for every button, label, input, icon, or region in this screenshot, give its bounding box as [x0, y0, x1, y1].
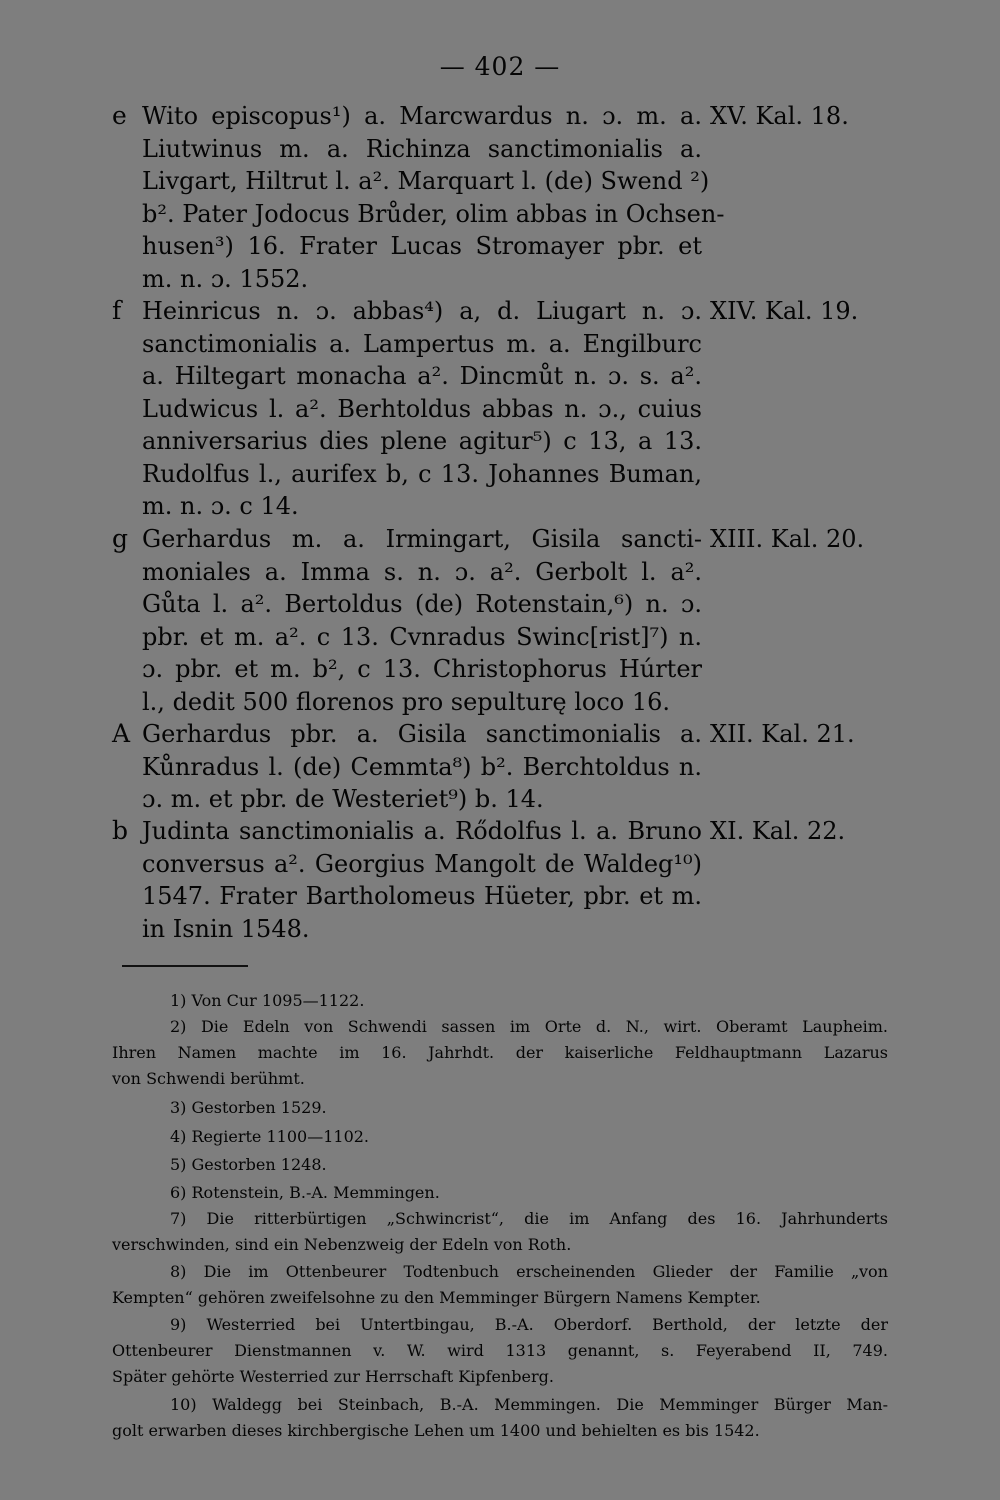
entry-line: sanctimonialis a. Lampertus m. a. Engilburc	[142, 329, 702, 358]
entry-letter: e	[112, 101, 127, 130]
entry-line: m. n. ɔ. c 14.	[142, 492, 299, 520]
footnote: 4) Regierte 1100—1102.	[170, 1127, 370, 1146]
footnote-continuation: verschwinden, sind ein Nebenzweig der Edeln von Roth.	[112, 1235, 572, 1254]
entry-line: ɔ. pbr. et m. b², c 13. Christophorus Húrter	[142, 655, 702, 683]
footnote: 6) Rotenstein, B.-A. Memmingen.	[170, 1183, 440, 1202]
entry-line: ɔ. m. et pbr. de Westeriet⁹) b. 14.	[142, 785, 544, 813]
entry-line: Livgart, Hiltrut l. a². Marquart l. (de) Swend ²)	[142, 167, 710, 195]
entry-line: Heinricus n. ɔ. abbas⁴) a, d. Liugart n. ɔ.	[142, 297, 702, 325]
entry-line: Wito episcopus¹) a. Marcwardus n. ɔ. m. a.	[142, 102, 702, 130]
entry-line: anniversarius dies plene agitur⁵) c 13, a 13.	[142, 427, 702, 455]
entry-line: Gerhardus pbr. a. Gisila sanctimonialis a.	[142, 720, 702, 748]
entry-line: Gerhardus m. a. Irmingart, Gisila sancti-	[142, 525, 702, 553]
entry-kalend: XIV. Kal. 19.	[710, 297, 859, 325]
entry-line: 1547. Frater Bartholomeus Hüeter, pbr. et m.	[142, 882, 702, 910]
footnote: 2) Die Edeln von Schwendi sassen im Orte d. N., wirt. Oberamt Laupheim.	[170, 1017, 888, 1036]
footnote-continuation: Kempten“ gehören zweifelsohne zu den Memminger Bürgern Namens Kempter.	[112, 1288, 761, 1307]
footnote-continuation: golt erwarben dieses kirchbergische Lehen um 1400 und behielten es bis 1542.	[112, 1421, 760, 1440]
page-number: — 402 —	[439, 52, 561, 81]
entry-line: Kůnradus l. (de) Cemmta⁸) b². Berchtoldus n.	[142, 752, 702, 781]
entry-line: b². Pater Jodocus Brůder, olim abbas in Ochsen-	[142, 199, 725, 228]
footnote: 5) Gestorben 1248.	[170, 1155, 327, 1174]
entry-kalend: XII. Kal. 21.	[710, 720, 855, 748]
entry-line: l., dedit 500 florenos pro sepulturę loco 16.	[142, 687, 671, 716]
entry-kalend: XI. Kal. 22.	[710, 817, 846, 845]
entry-line: Liutwinus m. a. Richinza sanctimonialis a.	[142, 134, 702, 163]
entry-line: in Isnin 1548.	[142, 914, 310, 943]
entry-line: Rudolfus l., aurifex b, c 13. Johannes Buman,	[142, 459, 702, 488]
entry-line: husen³) 16. Frater Lucas Stromayer pbr. et	[142, 232, 702, 260]
entry-letter: A	[112, 719, 131, 748]
entry-line: Gůta l. a². Bertoldus (de) Rotenstain,⁶) n. ɔ.	[142, 590, 702, 618]
footnote-continuation: Ottenbeurer Dienstmannen v. W. wird 1313 genannt, s. Feyerabend II, 749.	[112, 1341, 888, 1360]
footnote: 1) Von Cur 1095—1122.	[170, 991, 365, 1010]
footnote-continuation: Ihren Namen machte im 16. Jahrhdt. der kaiserliche Feldhauptmann Lazarus	[112, 1043, 888, 1062]
footnote-continuation: von Schwendi berühmt.	[112, 1069, 305, 1088]
footnote: 10) Waldegg bei Steinbach, B.-A. Memmingen. Die Memminger Bürger Man-	[170, 1395, 888, 1414]
entry-letter: b	[112, 816, 129, 845]
entry-kalend: XIII. Kal. 20.	[710, 525, 865, 553]
footnote: 3) Gestorben 1529.	[170, 1098, 327, 1117]
entry-line: m. n. ɔ. 1552.	[142, 264, 309, 293]
entry-line: conversus a². Georgius Mangolt de Waldeg¹⁰)	[142, 849, 702, 878]
entry-line: Ludwicus l. a². Berhtoldus abbas n. ɔ., cuius	[142, 394, 702, 423]
entry-line: a. Hiltegart monacha a². Dincmůt n. ɔ. s. a².	[142, 362, 702, 390]
entry-line: pbr. et m. a². c 13. Cvnradus Swinc[rist]⁷) n.	[142, 622, 702, 651]
entry-line: moniales a. Imma s. n. ɔ. a². Gerbolt l. a².	[142, 557, 702, 586]
entry-letter: f	[112, 296, 122, 325]
entry-line: Judinta sanctimonialis a. Rődolfus l. a. Bruno	[142, 817, 702, 845]
entry-kalend: XV. Kal. 18.	[710, 102, 849, 130]
footnote: 7) Die ritterbürtigen „Schwincrist“, die im Anfang des 16. Jahrhunderts	[170, 1209, 888, 1228]
footnote: 8) Die im Ottenbeurer Todtenbuch erscheinenden Glieder der Familie „von	[170, 1262, 888, 1281]
footnote: 9) Westerried bei Untertbingau, B.-A. Oberdorf. Berthold, der letzte der	[170, 1315, 888, 1334]
footnote-continuation: Später gehörte Westerried zur Herrschaft Kipfenberg.	[112, 1367, 554, 1386]
entry-letter: g	[112, 524, 129, 553]
footnote-separator	[122, 965, 248, 967]
